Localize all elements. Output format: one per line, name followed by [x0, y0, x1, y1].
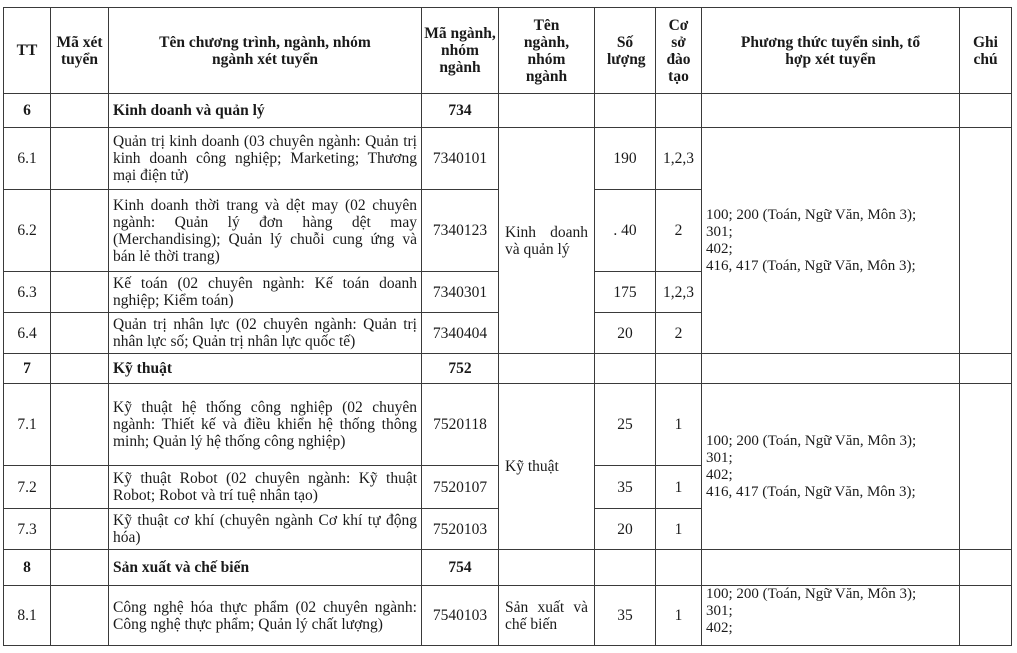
group-row: [4, 94, 1012, 128]
group-code: 752: [422, 354, 499, 384]
row-code: 7520118: [422, 384, 499, 466]
table-row: [4, 128, 1012, 190]
row-qty: 25: [595, 384, 656, 466]
admission-method: 100; 200 (Toán, Ngữ Văn, Môn 3); 301; 402; 416, 417 (Toán, Ngữ Văn, Môn 3);: [702, 384, 960, 550]
row-code: 7540103: [422, 586, 499, 646]
row-qty: 35: [595, 466, 656, 509]
table-row: [4, 586, 1012, 646]
note: [960, 586, 1012, 646]
group-name: Kỹ thuật: [109, 354, 422, 384]
row-code: 7520103: [422, 509, 499, 550]
row-code: 7340404: [422, 313, 499, 354]
row-qty: 20: [595, 313, 656, 354]
row-campus: 1: [656, 509, 702, 550]
row-code: 7340123: [422, 190, 499, 272]
major-group-name: Sản xuất và chế biến: [499, 586, 595, 646]
row-qty: 35: [595, 586, 656, 646]
row-code: 7340301: [422, 272, 499, 313]
admission-method: 100; 200 (Toán, Ngữ Văn, Môn 3); 301; 402; 416, 417 (Toán, Ngữ Văn, Môn 3);: [702, 128, 960, 354]
row-tt: 6.4: [4, 313, 51, 354]
col-ma-nganh: Mã ngành, nhóm ngành: [422, 8, 499, 94]
row-name: Quản trị kinh doanh (03 chuyên ngành: Quản trị kinh doanh công nghiệp; Marketing; Thương mại điện tử): [109, 128, 422, 190]
group-name: Kinh doanh và quản lý: [109, 94, 422, 128]
row-campus: 1,2,3: [656, 272, 702, 313]
group-tt: 6: [4, 94, 51, 128]
row-campus: 1,2,3: [656, 128, 702, 190]
row-code: 7340101: [422, 128, 499, 190]
row-tt: 8.1: [4, 586, 51, 646]
col-phuong-thuc: Phương thức tuyển sinh, tổ hợp xét tuyển: [702, 8, 960, 94]
group-row: [4, 354, 1012, 384]
admission-method: 100; 200 (Toán, Ngữ Văn, Môn 3); 301; 402;: [702, 586, 960, 646]
major-group-name: Kinh doanh và quản lý: [499, 128, 595, 354]
row-qty: 190: [595, 128, 656, 190]
group-tt: 7: [4, 354, 51, 384]
note: [960, 384, 1012, 550]
row-tt: 7.3: [4, 509, 51, 550]
row-tt: 7.1: [4, 384, 51, 466]
col-ten-nganh: Tên ngành, nhóm ngành: [499, 8, 595, 94]
group-tt: 8: [4, 550, 51, 586]
admission-table: [3, 7, 1012, 646]
col-ten-chuong-trinh: Tên chương trình, ngành, nhóm ngành xét tuyển: [109, 8, 422, 94]
major-group-name: Kỹ thuật: [499, 384, 595, 550]
row-campus: 1: [656, 384, 702, 466]
row-name: Kế toán (02 chuyên ngành: Kế toán doanh nghiệp; Kiểm toán): [109, 272, 422, 313]
group-row: [4, 550, 1012, 586]
col-tt: TT: [4, 8, 51, 94]
col-so-luong: Số lượng: [595, 8, 656, 94]
group-code: 734: [422, 94, 499, 128]
row-name: Kinh doanh thời trang và dệt may (02 chuyên ngành: Quản lý đơn hàng dệt may (Merchandising); Quản lý chuỗi cung ứng và bán lẻ thời trang): [109, 190, 422, 272]
row-tt: 7.2: [4, 466, 51, 509]
row-name: Kỹ thuật cơ khí (chuyên ngành Cơ khí tự động hóa): [109, 509, 422, 550]
row-campus: 2: [656, 313, 702, 354]
table-row: [4, 384, 1012, 466]
row-name: Công nghệ hóa thực phẩm (02 chuyên ngành: Công nghệ thực phẩm; Quản lý chất lượng): [109, 586, 422, 646]
row-tt: 6.1: [4, 128, 51, 190]
row-name: Kỹ thuật hệ thống công nghiệp (02 chuyên ngành: Thiết kế và điều khiển hệ thống thông minh; Quản lý hệ thống công nghiệp): [109, 384, 422, 466]
row-campus: 1: [656, 586, 702, 646]
row-qty: 175: [595, 272, 656, 313]
row-name: Quản trị nhân lực (02 chuyên ngành: Quản trị nhân lực số; Quản trị nhân lực quốc tế): [109, 313, 422, 354]
row-code: 7520107: [422, 466, 499, 509]
row-campus: 1: [656, 466, 702, 509]
group-name: Sản xuất và chế biến: [109, 550, 422, 586]
row-tt: 6.3: [4, 272, 51, 313]
note: [960, 128, 1012, 354]
col-ghi-chu: Ghi chú: [960, 8, 1012, 94]
group-code: 754: [422, 550, 499, 586]
col-ma-xet-tuyen: Mã xét tuyển: [51, 8, 109, 94]
row-name: Kỹ thuật Robot (02 chuyên ngành: Kỹ thuật Robot; Robot và trí tuệ nhân tạo): [109, 466, 422, 509]
col-co-so: Cơ sở đào tạo: [656, 8, 702, 94]
row-tt: 6.2: [4, 190, 51, 272]
row-qty: 20: [595, 509, 656, 550]
row-campus: 2: [656, 190, 702, 272]
row-qty: . 40: [595, 190, 656, 272]
